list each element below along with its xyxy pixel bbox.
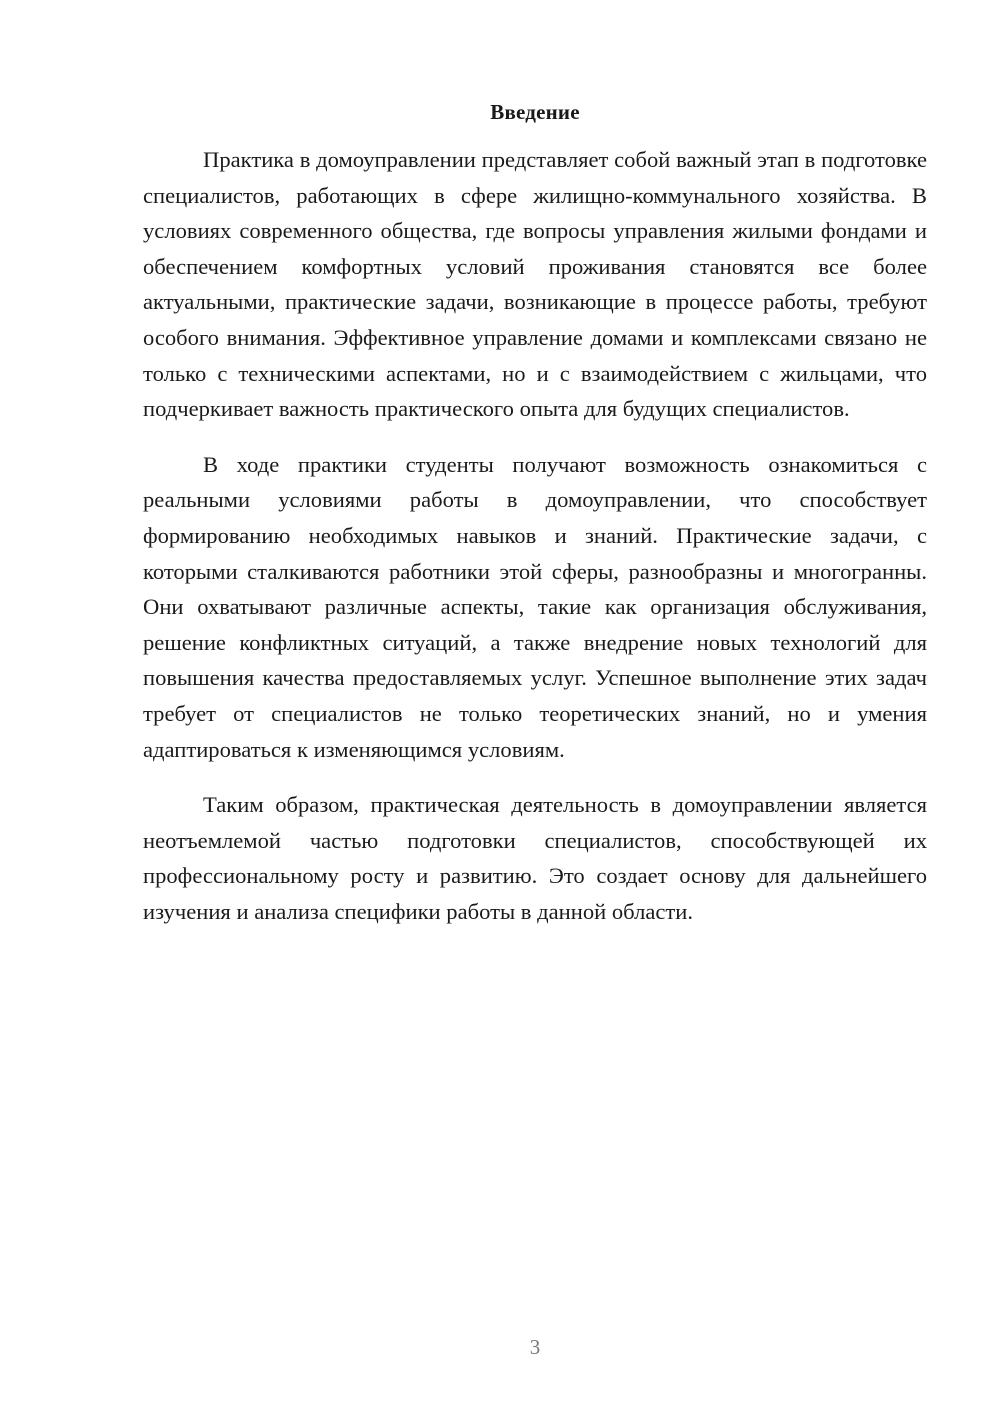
page-number: 3	[529, 1335, 541, 1359]
section-heading: Введение	[490, 100, 580, 124]
body-text	[143, 142, 927, 929]
paragraph-1: Практика в домоуправлении представляет собой важный этап в подготовке специалистов, работающих в сфере жилищно-коммунального хозяйства. В условиях современного общества, где вопросы управления жилыми фондами и обеспечением комфортных условий проживания становятся все более актуальными, практические задачи, возникающие в процессе работы, требуют особого внимания. Эффективное управление домами и комплексами связано не только с техническими аспектами, но и с взаимодействием с жильцами, что подчеркивает важность практического опыта для будущих специалистов.	[143, 147, 927, 422]
paragraph-2: В ходе практики студенты получают возможность ознакомиться с реальными условиями работы в домоуправлении, что способствует формированию необходимых навыков и знаний. Практические задачи, с которыми сталкиваются работники этой сферы, разнообразны и многогранны. Они охватывают различные аспекты, такие как организация обслуживания, решение конфликтных ситуаций, а также внедрение новых технологий для повышения качества предоставляемых услуг. Успешное выполнение этих задач требует от специалистов не только теоретических знаний, но и умения адаптироваться к изменяющимся условиям.	[143, 451, 927, 762]
paragraph-3: Таким образом, практическая деятельность в домоуправлении является неотъемлемой частью подготовки специалистов, способствующей их профессиональному росту и развитию. Это создает основу для дальнейшего изучения и анализа специфики работы в данной области.	[143, 792, 927, 924]
